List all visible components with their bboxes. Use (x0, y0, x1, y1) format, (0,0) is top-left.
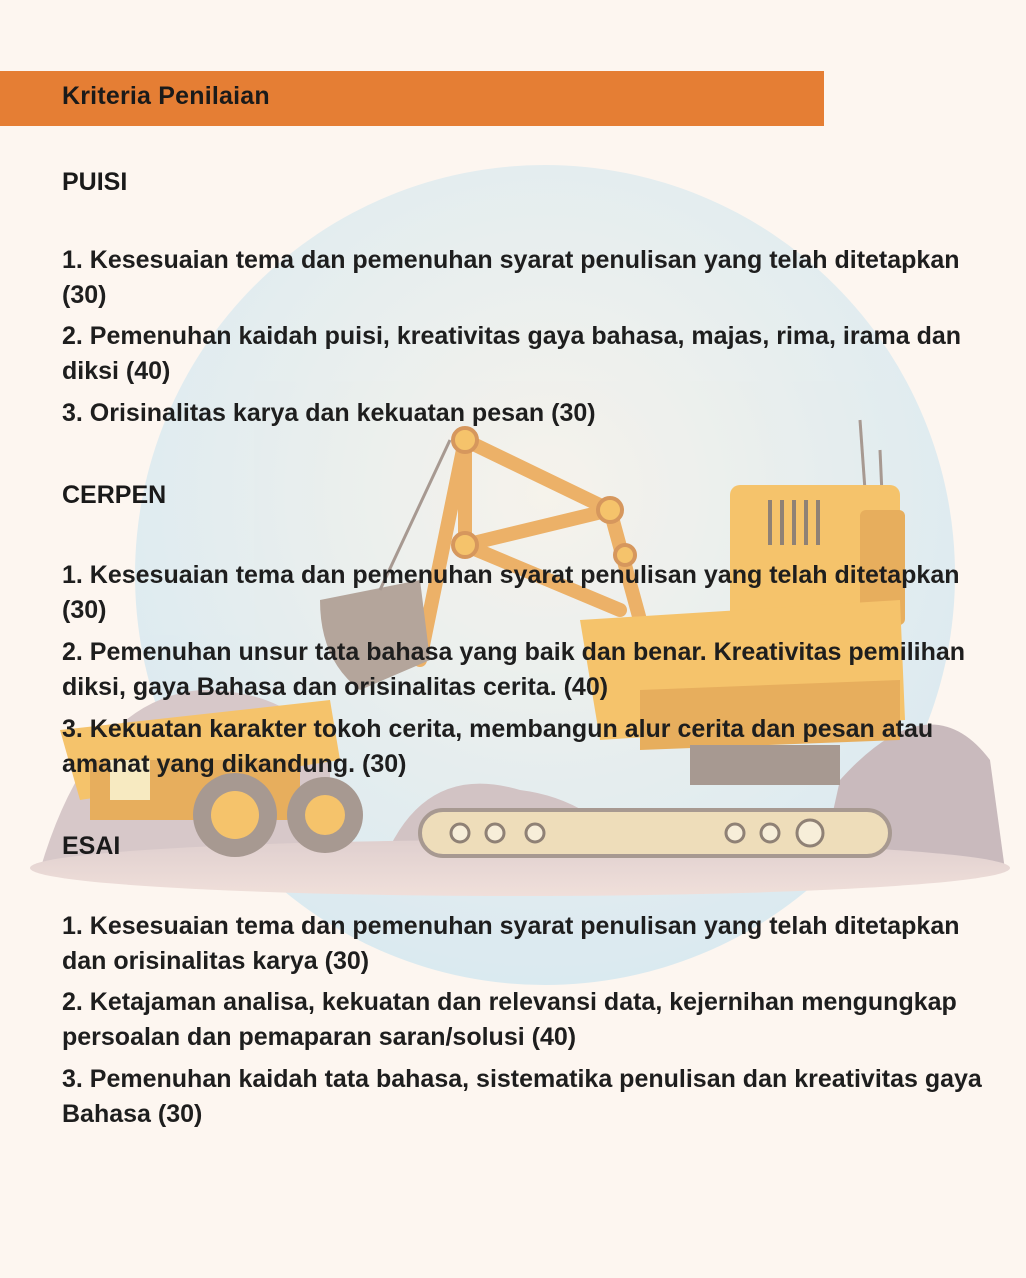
esai-criterion-1: 1. Kesesuaian tema dan pemenuhan syarat penulisan yang telah ditetapkan dan orisinalitas karya (30) (62, 912, 960, 975)
esai-criterion-2: 2. Ketajaman analisa, kekuatan dan relevansi data, kejernihan mengungkap persoalan dan pemaparan saran/solusi (40) (62, 988, 957, 1051)
cerpen-criterion-1: 1. Kesesuaian tema dan pemenuhan syarat penulisan yang telah ditetapkan (30) (62, 561, 960, 624)
cerpen-criterion-2: 2. Pemenuhan unsur tata bahasa yang baik dan benar. Kreativitas pemilihan diksi, gaya Bahasa dan orisinalitas cerita. (40) (62, 638, 966, 701)
puisi-criterion-2: 2. Pemenuhan kaidah puisi, kreativitas gaya bahasa, majas, rima, irama dan diksi (40) (62, 322, 962, 385)
cerpen-criterion-3: 3. Kekuatan karakter tokoh cerita, membangun alur cerita dan pesan atau amanat yang dikandung. (30) (62, 715, 934, 778)
section-heading-esai: ESAI (62, 832, 121, 860)
section-heading-puisi: PUISI (62, 168, 128, 196)
puisi-criterion-3: 3. Orisinalitas karya dan kekuatan pesan (30) (62, 399, 596, 427)
esai-criterion-3: 3. Pemenuhan kaidah tata bahasa, sistematika penulisan dan kreativitas gaya Bahasa (30) (62, 1065, 982, 1128)
section-heading-cerpen: CERPEN (62, 481, 167, 509)
page-title: Kriteria Penilaian (62, 82, 270, 110)
puisi-criterion-1: 1. Kesesuaian tema dan pemenuhan syarat penulisan yang telah ditetapkan (30) (62, 246, 960, 309)
